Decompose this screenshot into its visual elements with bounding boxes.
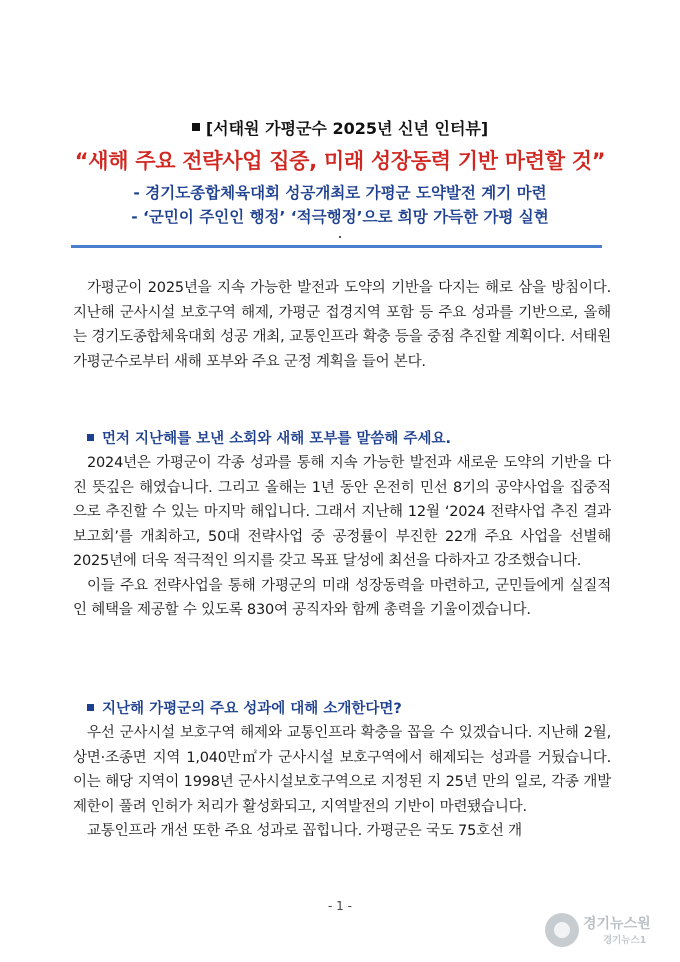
watermark [545,911,675,951]
watermark-sub: 경기뉴스1 [603,935,647,946]
subtitle-1: - 경기도종합체육대회 성공개최로 가평군 도약발전 계기 마련 [133,184,547,202]
kicker [0,118,680,140]
headline: “새해 주요 전략사업 집중, 미래 성장동력 기반 마련할 것” [74,149,606,173]
square-bullet-icon [192,123,200,131]
square-bullet-icon [87,434,94,441]
news-logo-icon [545,913,579,947]
divider-dot [339,236,341,238]
kicker-text: [서태원 가평군수 2025년 신년 인터뷰] [205,119,489,138]
page-number: - 1 - [328,899,352,913]
section-1 [73,427,611,623]
question-2-text: 지난해 가평군의 주요 성과에 대해 소개한다면? [102,701,402,717]
intro-paragraph: 가평군이 2025년을 지속 가능한 발전과 도약의 기반을 다지는 해로 삼을 방침이다. 지난해 군사시설 보호구역 해제, 가평군 접경지역 포함 등 주요 성과를 기반으로, 올해는 경기도종합체육대회 성공 개최, 교통인프라 확충 등을 중점 추진할 계획이다. 서태원 가평군수로부터 새해 포부와 주요 군정 계획을 들어 본다. [73,280,611,370]
question-2 [73,697,611,721]
subtitle-2: - ‘군민이 주인인 행정’ ‘적극행정’으로 희망 가득한 가평 실현 [131,208,549,226]
watermark-name: 경기뉴스원 [583,916,651,932]
square-bullet-icon [87,704,94,711]
answer-1-paragraph-2: 이들 주요 전략사업을 통해 가평군의 미래 성장동력을 마련하고, 군민들에게 실질적인 혜택을 제공할 수 있도록 830여 공직자와 함께 총력을 기울이겠습니다. [73,577,611,618]
intro-section [73,276,611,374]
article-header [0,118,680,229]
question-1-text: 먼저 지난해를 보낸 소회와 새해 포부를 말씀해 주세요. [102,431,451,447]
answer-2-paragraph-1: 우선 군사시설 보호구역 해제와 교통인프라 확충을 꼽을 수 있겠습니다. 지난해 2월, 상면·조종면 지역 1,040만㎡가 군사시설 보호구역에서 해제되는 성과를 거뒀습니다. 이는 해당 지역이 1998년 군사시설보호구역으로 지정된 지 25년 만의 일로, 각종 개발 제한이 풀려 인허가 처리가 활성화되고, 지역발전의 기반이 마련됐습니다. [73,725,611,815]
answer-2-paragraph-2: 교통인프라 개선 또한 주요 성과로 꼽힙니다. 가평군은 국도 75호선 개 [87,823,522,839]
answer-1-paragraph-1: 2024년은 가평군이 각종 성과를 통해 지속 가능한 발전과 새로운 도약의 기반을 다진 뜻깊은 해였습니다. 그리고 올해는 1년 동안 온전히 민선 8기의 공약사업을 집중적으로 추진할 수 있는 마지막 해입니다. 그래서 지난해 12월 ‘2024 전략사업 추진 결과 보고회’를 개최하고, 50대 전략사업 중 공정률이 부진한 22개 주요 사업을 선별해 2025년에 더욱 적극적인 의지를 갖고 목표 달성에 최선을 다하자고 강조했습니다. [73,455,611,569]
header-divider [71,245,602,248]
section-2 [73,697,611,844]
question-1 [73,427,611,451]
